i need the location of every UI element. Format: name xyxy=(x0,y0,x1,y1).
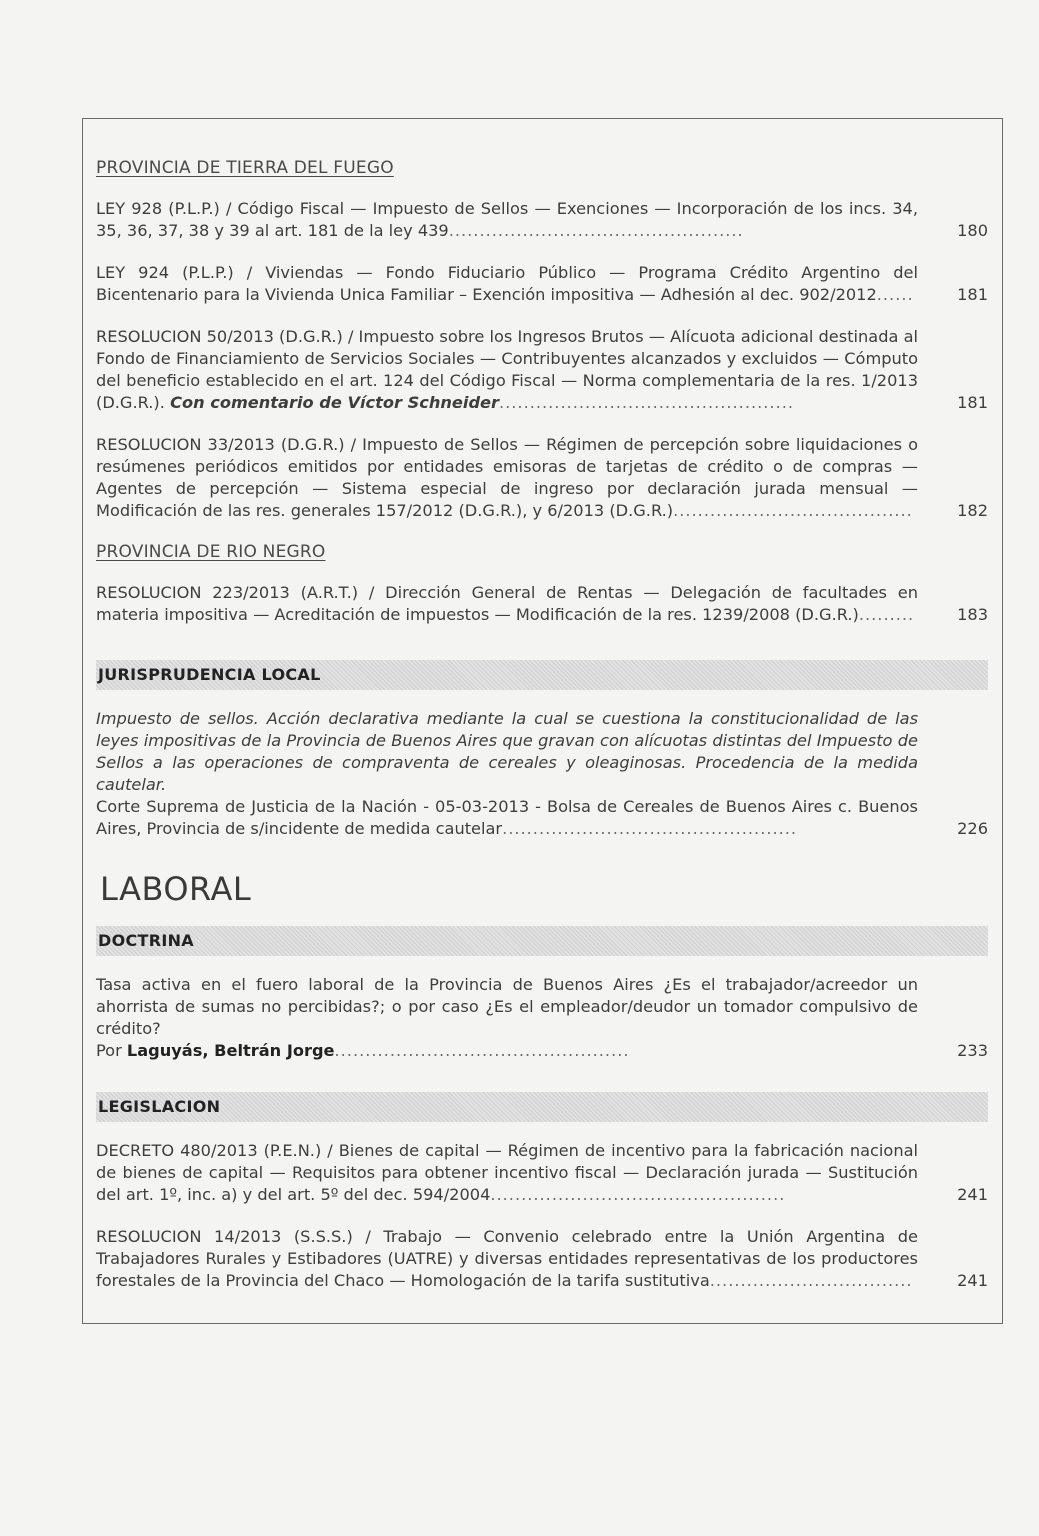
section-bar-doctrina xyxy=(96,926,988,956)
leader-dots: ................................................ xyxy=(334,1041,630,1060)
index-entry xyxy=(96,974,988,1062)
section-heading-tierra-del-fuego: PROVINCIA DE TIERRA DEL FUEGO xyxy=(96,158,394,178)
index-content xyxy=(96,158,988,1312)
section-bar-label: DOCTRINA xyxy=(98,931,194,950)
entry-by: Por xyxy=(96,1041,122,1060)
leader-dots: ......... xyxy=(858,605,915,624)
page-number: 182 xyxy=(957,501,988,520)
entry-text: Corte Suprema de Justicia de la Nación - 05-03-2013 - Bolsa de Cereales de Buenos Aires c. Buenos Aires, Provincia de s/incidente de medida cautelar xyxy=(96,797,918,838)
index-entry xyxy=(96,708,988,840)
index-entry xyxy=(96,326,988,414)
leader-dots: ................................................ xyxy=(448,221,744,240)
index-entry xyxy=(96,1226,988,1292)
entry-text: RESOLUCION 223/2013 (A.R.T.) / Dirección General de Rentas — Delegación de facultades en materia impositiva — Acreditación de impuestos — Modificación de la res. 1239/2008 (D.G.R.) xyxy=(96,583,918,624)
section-heading-rio-negro: PROVINCIA DE RIO NEGRO xyxy=(96,542,326,562)
entry-text: LEY 928 (P.L.P.) / Código Fiscal — Impuesto de Sellos — Exenciones — Incorporación de los incs. 34, 35, 36, 37, 38 y 39 al art. 181 de la ley 439 xyxy=(96,199,918,240)
index-entry xyxy=(96,198,988,242)
section-bar-label: JURISPRUDENCIA LOCAL xyxy=(98,665,321,684)
index-entry xyxy=(96,582,988,626)
page-number: 233 xyxy=(957,1041,988,1060)
leader-dots: ...... xyxy=(876,285,914,304)
index-entry xyxy=(96,434,988,522)
leader-dots: ................................................ xyxy=(502,819,798,838)
entry-text: Tasa activa en el fuero laboral de la Provincia de Buenos Aires ¿Es el trabajador/acreedor un ahorrista de sumas no percibidas?; o por caso ¿Es el empleador/deudor un tomador compulsivo de crédito? xyxy=(96,975,918,1038)
entry-text: DECRETO 480/2013 (P.E.N.) / Bienes de capital — Régimen de incentivo para la fabricación nacional de bienes de capital — Requisitos para obtener incentivo fiscal — Declaración jurada — Sustitución del art. 1º, inc. a) y del art. 5º del dec. 594/2004 xyxy=(96,1141,918,1204)
page-number: 183 xyxy=(957,605,988,624)
entry-text: RESOLUCION 33/2013 (D.G.R.) / Impuesto de Sellos — Régimen de percepción sobre liquidaciones o resúmenes periódicos emitidos por entidades emisoras de tarjetas de crédito o de compras — Agentes de percepción — Sistema especial de ingreso por declaración jurada mensual — Modificación de las res. generales 157/2012 (D.G.R.), y 6/2013 (D.G.R.) xyxy=(96,435,918,520)
leader-dots: ................................. xyxy=(709,1271,913,1290)
section-bar-jurisprudencia xyxy=(96,660,988,690)
leader-dots: ....................................... xyxy=(673,501,913,520)
index-entry xyxy=(96,262,988,306)
section-bar-label: LEGISLACION xyxy=(98,1097,221,1116)
entry-text: RESOLUCION 14/2013 (S.S.S.) / Trabajo — Convenio celebrado entre la Unión Argentina de Trabajadores Rurales y Estibadores (UATRE) y diversas entidades representativas de los productores forestales de la Provincia del Chaco — Homologación de la tarifa sustitutiva xyxy=(96,1227,918,1290)
section-bar-legislacion xyxy=(96,1092,988,1122)
page-number: 241 xyxy=(957,1185,988,1204)
entry-comment: Con comentario de Víctor Schneider xyxy=(170,393,499,412)
index-entry xyxy=(96,1140,988,1206)
entry-text: LEY 924 (P.L.P.) / Viviendas — Fondo Fiduciario Público — Programa Crédito Argentino del Bicentenario para la Vivienda Unica Familiar – Exención impositiva — Adhesión al dec. 902/2012 xyxy=(96,263,918,304)
leader-dots: ................................................ xyxy=(490,1185,786,1204)
page-number: 226 xyxy=(957,819,988,838)
page-number: 181 xyxy=(957,285,988,304)
entry-author: Laguyás, Beltrán Jorge xyxy=(126,1041,335,1060)
entry-summary: Impuesto de sellos. Acción declarativa mediante la cual se cuestiona la constitucionalidad de las leyes impositivas de la Provincia de Buenos Aires que gravan con alícuotas distintas del Impuesto de Sellos a las operaciones de compraventa de cereales y oleaginosas. Procedencia de la medida cautelar. xyxy=(96,709,918,794)
leader-dots: ................................................ xyxy=(499,393,794,412)
section-title-laboral: LABORAL xyxy=(100,870,252,908)
page-number: 180 xyxy=(957,221,988,240)
entry-text: RESOLUCION 50/2013 (D.G.R.) / Impuesto sobre los Ingresos Brutos — Alícuota adicional destinada al Fondo de Financiamiento de Servicios Sociales — Contribuyentes alcanzados y excluidos — Cómputo del beneficio establecido en el art. 124 del Código Fiscal — Norma complementaria de la res. 1/2013 (D.G.R.). xyxy=(96,327,918,412)
page-number: 181 xyxy=(957,393,988,412)
page-number: 241 xyxy=(957,1271,988,1290)
